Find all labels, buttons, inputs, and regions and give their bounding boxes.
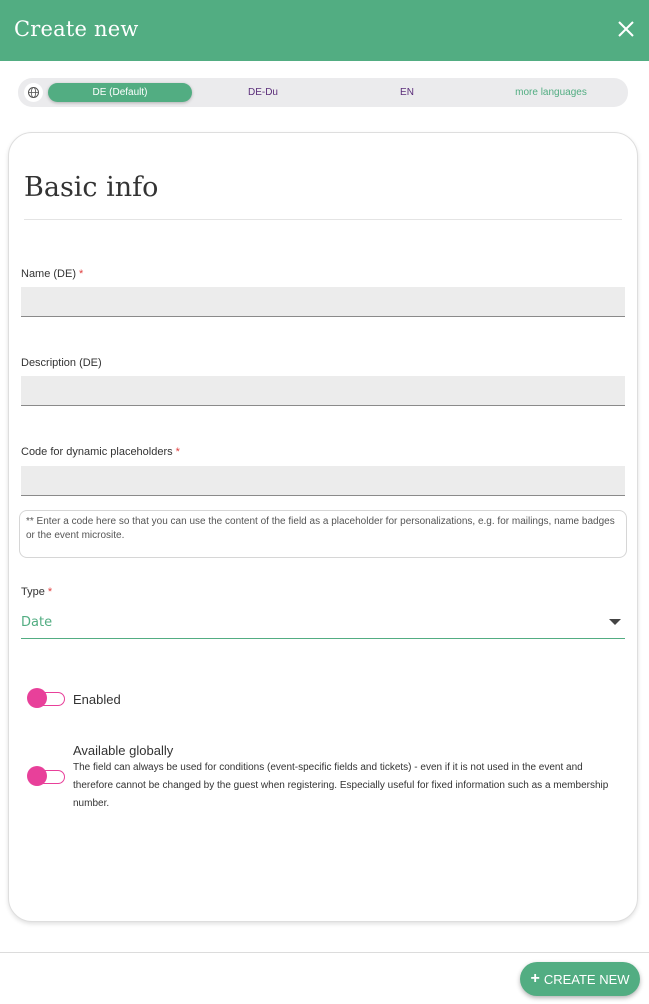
more-languages-link[interactable]: more languages bbox=[515, 87, 587, 98]
footer-divider bbox=[0, 952, 649, 953]
available-globally-label: Available globally bbox=[73, 743, 174, 758]
name-input[interactable] bbox=[21, 287, 625, 317]
dropdown-arrow-icon bbox=[609, 619, 621, 625]
required-marker: * bbox=[79, 268, 84, 280]
name-label bbox=[21, 268, 83, 280]
tab-language-de-du[interactable]: DE-Du bbox=[247, 87, 278, 98]
code-hint: ** Enter a code here so that you can use the content of the field as a placeholder for personalizations, e.g. for mailings, name badges or the event microsite. bbox=[19, 510, 627, 558]
divider bbox=[24, 219, 622, 220]
header bbox=[0, 0, 649, 61]
name-label-text: Name (DE) bbox=[21, 268, 77, 280]
basic-info-card bbox=[8, 132, 638, 922]
description-input[interactable] bbox=[21, 376, 625, 406]
description-label: Description (DE) bbox=[21, 357, 102, 369]
section-title: Basic info bbox=[24, 172, 159, 203]
enabled-label: Enabled bbox=[73, 692, 121, 707]
type-select-value: Date bbox=[21, 615, 53, 630]
language-switcher bbox=[18, 78, 628, 107]
required-marker: * bbox=[47, 586, 53, 598]
toggle-knob bbox=[27, 766, 47, 786]
close-icon[interactable] bbox=[617, 20, 635, 38]
toggle-knob bbox=[27, 688, 47, 708]
plus-icon: + bbox=[530, 970, 540, 987]
required-marker: * bbox=[175, 446, 180, 458]
available-globally-toggle[interactable] bbox=[29, 770, 65, 784]
type-select[interactable] bbox=[21, 607, 625, 639]
dialog-title: Create new bbox=[14, 17, 139, 41]
tab-language-en[interactable]: EN bbox=[400, 87, 414, 98]
code-label bbox=[21, 446, 180, 458]
code-label-text: Code for dynamic placeholders bbox=[21, 446, 173, 458]
globe-icon bbox=[24, 83, 43, 102]
available-globally-description: The field can always be used for conditions (event-specific fields and tickets) - even if it is not used in the event and therefore cannot be changed by the guest when registering. Especially useful for fixed information such as a membership number. bbox=[73, 762, 609, 809]
create-new-button[interactable] bbox=[520, 962, 640, 996]
tab-language-de-default[interactable]: DE (Default) bbox=[48, 83, 192, 102]
enabled-toggle[interactable] bbox=[29, 692, 65, 706]
create-new-label: CREATE NEW bbox=[543, 971, 630, 987]
type-label-text: Type bbox=[21, 586, 45, 598]
code-input[interactable] bbox=[21, 466, 625, 496]
type-label bbox=[21, 586, 52, 598]
